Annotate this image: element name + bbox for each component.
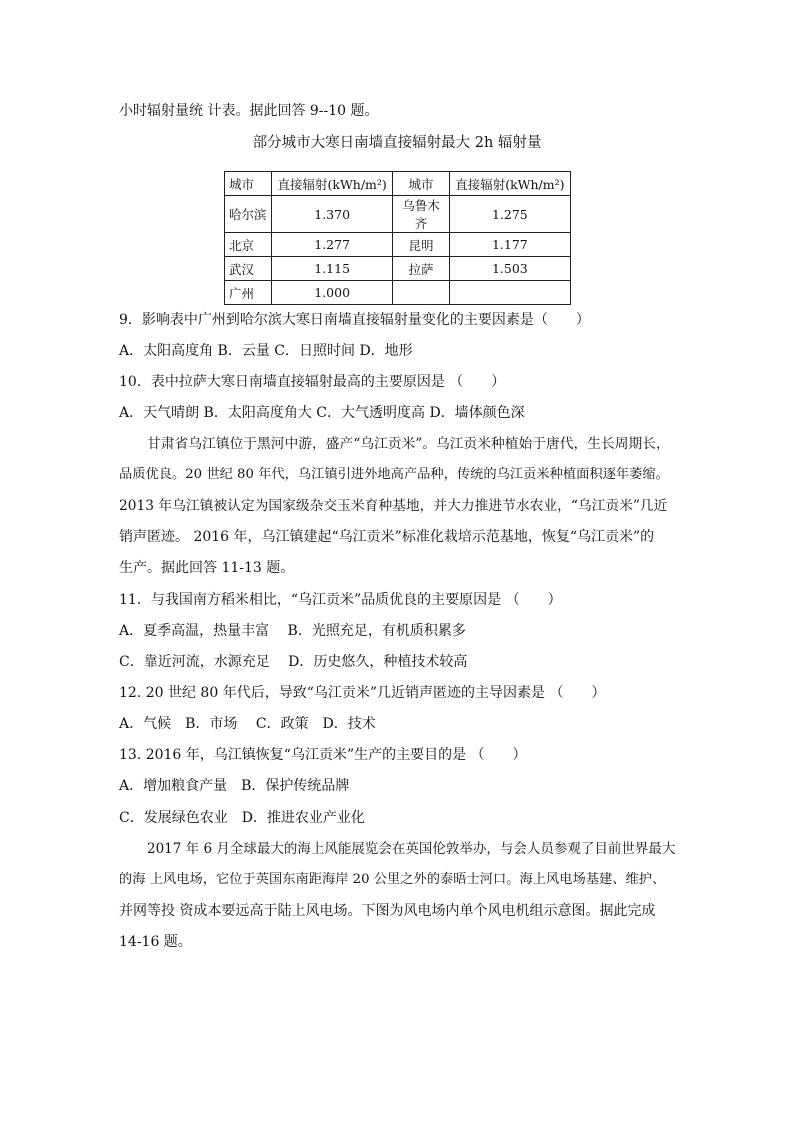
passage-1-line: 甘肃省乌江镇位于黑河中游，盛产“乌江贡米”。乌江贡米种植始于唐代，生长周期长， [147, 436, 670, 452]
question-9-stem: 9．影响表中广州到哈尔滨大寒日南墙直接辐射量变化的主要因素是（ ） [119, 312, 590, 328]
table-cell: 1.275 [449, 196, 570, 233]
table-header-cell: 直接辐射(kWh/m²) [449, 172, 570, 196]
table-cell: 乌鲁木齐 [393, 196, 449, 233]
table-caption: 部分城市大寒日南墙直接辐射最大 2h 辐射量 [252, 135, 542, 151]
table-row [225, 281, 571, 305]
question-11-options-cd: C．靠近河流，水源充足 D．历史悠久，种植技术较高 [119, 654, 468, 670]
table-header-cell: 直接辐射(kWh/m²) [272, 172, 393, 196]
passage-2-line: 并网等投 资成本要远高于陆上风电场。下图为风电场内单个风电机组示意图。据此完成 [119, 903, 656, 919]
intro-text: 小时辐射量统 计表。据此回答 9--10 题。 [119, 103, 379, 119]
table-cell: 1.503 [449, 257, 570, 281]
table-row [225, 233, 571, 257]
table-cell: 1.277 [272, 233, 393, 257]
passage-1-line: 销声匿迹。 2016 年，乌江镇建起“乌江贡米”标准化栽培示范基地，恢复“乌江贡米”的 [119, 529, 655, 545]
table-cell: 1.177 [449, 233, 570, 257]
table-cell: 1.370 [272, 196, 393, 233]
table-cell [393, 281, 449, 305]
table-header-row [225, 172, 571, 196]
table-cell: 1.115 [272, 257, 393, 281]
table-cell [449, 281, 570, 305]
table-row [225, 257, 571, 281]
question-11-stem: 11．与我国南方稻米相比，“乌江贡米”品质优良的主要原因是 （ ） [119, 592, 562, 608]
passage-2-line: 2017 年 6 月全球最大的海上风能展览会在英国伦敦举办，与会人员参观了目前世界最大 [147, 841, 676, 857]
table-cell: 昆明 [393, 233, 449, 257]
passage-1-line: 2013 年乌江镇被认定为国家级杂交玉米育种基地，并大力推进节水农业，“乌江贡米”几近 [119, 498, 668, 514]
table-header-cell: 城市 [225, 172, 272, 196]
table-cell: 武汉 [225, 257, 272, 281]
table-cell: 哈尔滨 [225, 196, 272, 233]
passage-2-line: 的海 上风电场，它位于英国东南距海岸 20 公里之外的泰晤士河口。海上风电场基建、维护、 [119, 872, 666, 887]
question-13-options-ab: A．增加粮食产量 B．保护传统品牌 [119, 778, 350, 794]
question-10-stem: 10．表中拉萨大寒日南墙直接辐射最高的主要原因是 （ ） [119, 374, 506, 390]
radiation-table [224, 171, 571, 305]
question-13-stem: 13. 2016 年，乌江镇恢复“乌江贡米”生产的主要目的是 （ ） [119, 747, 527, 763]
question-12-options: A．气候 B．市场 C．政策 D．技术 [119, 716, 376, 732]
question-10-options: A．天气晴朗 B．太阳高度角大 C．大气透明度高 D．墙体颜色深 [119, 405, 525, 421]
table-cell: 拉萨 [393, 257, 449, 281]
question-11-options-ab: A．夏季高温，热量丰富 B．光照充足，有机质积累多 [119, 623, 466, 639]
question-13-options-cd: C．发展绿色农业 D．推进农业产业化 [119, 810, 365, 826]
table-cell: 1.000 [272, 281, 393, 305]
table-header-cell: 城市 [393, 172, 449, 196]
table-row [225, 196, 571, 233]
passage-1-line: 生产。据此回答 11-13 题。 [119, 560, 295, 576]
passage-1-line: 品质优良。20 世纪 80 年代，乌江镇引进外地高产品种，传统的乌江贡米种植面积逐年萎缩。 [119, 467, 669, 482]
table-cell: 广州 [225, 281, 272, 305]
question-12-stem: 12. 20 世纪 80 年代后，导致“乌江贡米”几近销声匿迹的主导因素是 （ ） [119, 685, 606, 701]
passage-2-line: 14-16 题。 [119, 934, 192, 950]
question-9-options: A．太阳高度角 B．云量 C．日照时间 D．地形 [119, 343, 413, 359]
table-cell: 北京 [225, 233, 272, 257]
